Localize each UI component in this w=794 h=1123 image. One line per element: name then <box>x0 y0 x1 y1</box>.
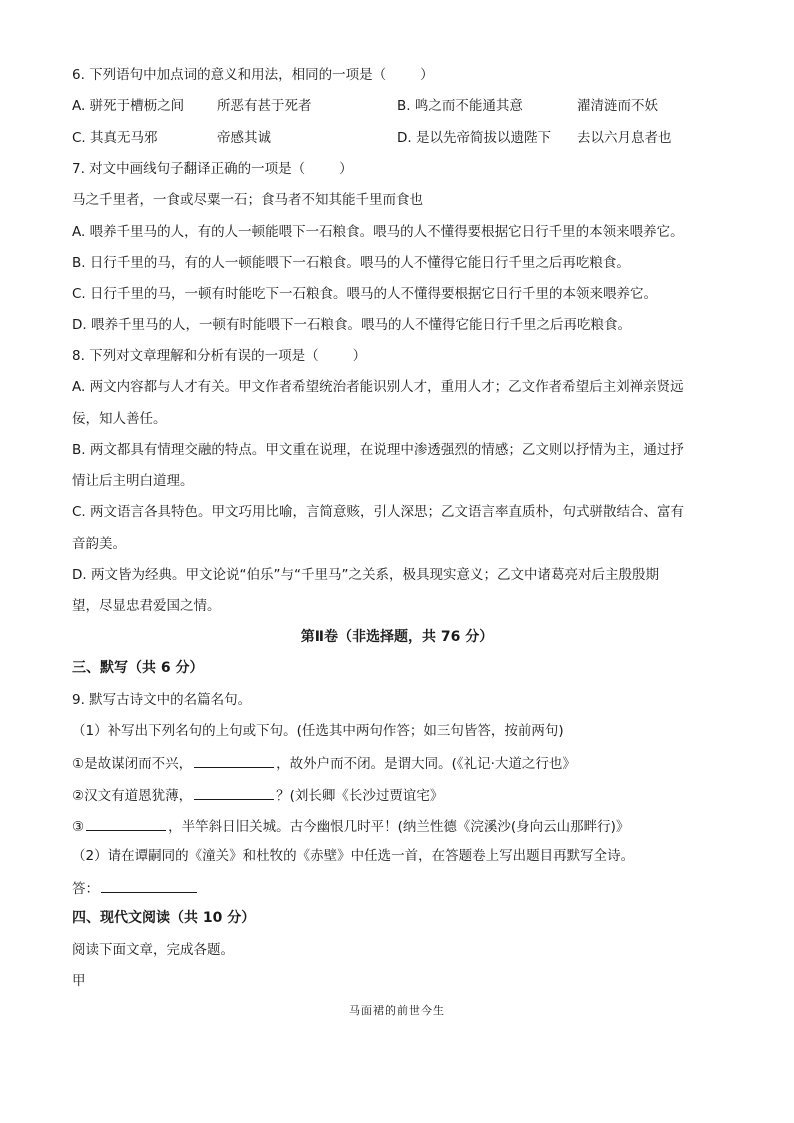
section-3-title: 三、默写（共 6 分） <box>72 660 204 676</box>
q9-item-2: ②汉文有道恩犹薄， ？(刘长卿《长沙过贾谊宅》 <box>72 784 443 804</box>
q7-option-b: B. 日行千里的马，有的人一顿能喂下一石粮食。喂马的人不懂得它能日行千里之后再吃粮食。 <box>72 255 630 271</box>
article-title: 马面裙的前世今生 <box>349 1004 445 1017</box>
q6-option-a-pair: 所恶有甚于死者 <box>217 98 312 114</box>
q6-option-c: C. 其真无马邪 <box>72 130 158 146</box>
q9-answer-line: 答： <box>72 877 199 897</box>
q9-part2-instruction: （2）请在谭嗣同的《潼关》和杜牧的《赤壁》中任选一首，在答题卷上写出题目再默写全诗。 <box>72 848 635 864</box>
q6-option-d: D. 是以先帝简拔以遗陛下 <box>397 130 551 146</box>
passage-jia-label: 甲 <box>72 973 86 989</box>
q6-option-d-pair: 去以六月息者也 <box>577 130 672 146</box>
q8-option-d-line1: D. 两文皆为经典。甲文论说“伯乐”与“千里马”之关系，极具现实意义；乙文中诸葛亮对后主殷殷期 <box>72 567 659 583</box>
q7-option-c: C. 日行千里的马，一顿有时能吃下一石粮食。喂马的人不懂得要根据它日行千里的本领来喂养它。 <box>72 286 658 302</box>
q8-stem: 8. 下列对文章理解和分析有误的一项是（ ） <box>72 348 367 364</box>
q7-stem: 7. 对文中画线句子翻译正确的一项是（ ） <box>72 161 353 177</box>
q9-item-1-blank[interactable] <box>194 752 274 768</box>
q9-item-1: ①是故谋闭而不兴， ，故外户而不闭。是谓大同。(《礼记·大道之行也》 <box>72 752 576 772</box>
q7-option-a: A. 喂养千里马的人，有的人一顿能喂下一石粮食。喂马的人不懂得要根据它日行千里的本领来喂养它。 <box>72 224 684 240</box>
q9-item-3: ③ ，半竿斜日旧关城。古今幽恨几时平！(纳兰性德《浣溪沙(身向云山那畔行)》 <box>72 815 629 835</box>
q6-stem: 6. 下列语句中加点词的意义和用法，相同的一项是（ ） <box>72 67 434 83</box>
q8-option-d-line2: 望，尽显忠君爱国之情。 <box>72 598 221 614</box>
q7-option-d: D. 喂养千里马的人，一顿有时能喂下一石粮食。喂马的人不懂得它能日行千里之后再吃粮食。 <box>72 317 631 333</box>
q8-option-a-line1: A. 两文内容都与人才有关。甲文作者希望统治者能识别人才，重用人才；乙文作者希望后主刘禅亲贤远 <box>72 379 684 395</box>
q9-stem: 9. 默写古诗文中的名篇名句。 <box>72 692 252 708</box>
q9-item-3-blank[interactable] <box>86 815 166 831</box>
q6-option-b-pair: 濯清涟而不妖 <box>577 98 658 114</box>
q6-option-a: A. 骈死于槽枥之间 <box>72 98 185 114</box>
q8-option-b-line2: 情让后主明白道理。 <box>72 473 194 489</box>
section-4-title: 四、现代文阅读（共 10 分） <box>72 910 256 926</box>
q8-option-c-line1: C. 两文语言各具特色。甲文巧用比喻，言简意赅，引人深思；乙文语言率直质朴，句式骈散结合、富有 <box>72 504 685 520</box>
q9-part1-instruction: （1）补写出下列名句的上句或下句。(任选其中两句作答；如三句皆答，按前两句) <box>72 723 564 739</box>
q6-option-b: B. 鸣之而不能通其意 <box>397 98 523 114</box>
q6-option-c-pair: 帝感其诚 <box>217 130 271 146</box>
q8-option-c-line2: 音韵美。 <box>72 536 126 552</box>
q8-option-b-line1: B. 两文都具有情理交融的特点。甲文重在说理，在说理中渗透强烈的情感；乙文则以抒情为主，通过抒 <box>72 442 684 458</box>
q9-answer-blank[interactable] <box>101 877 197 893</box>
q8-option-a-line2: 佞，知人善任。 <box>72 411 167 427</box>
section-4-instruction: 阅读下面文章，完成各题。 <box>72 942 234 958</box>
q9-item-2-blank[interactable] <box>194 784 274 800</box>
volume-2-title: 第Ⅱ卷（非选择题，共 76 分） <box>300 629 494 645</box>
q7-quote: 马之千里者，一食或尽粟一石；食马者不知其能千里而食也 <box>72 192 423 208</box>
